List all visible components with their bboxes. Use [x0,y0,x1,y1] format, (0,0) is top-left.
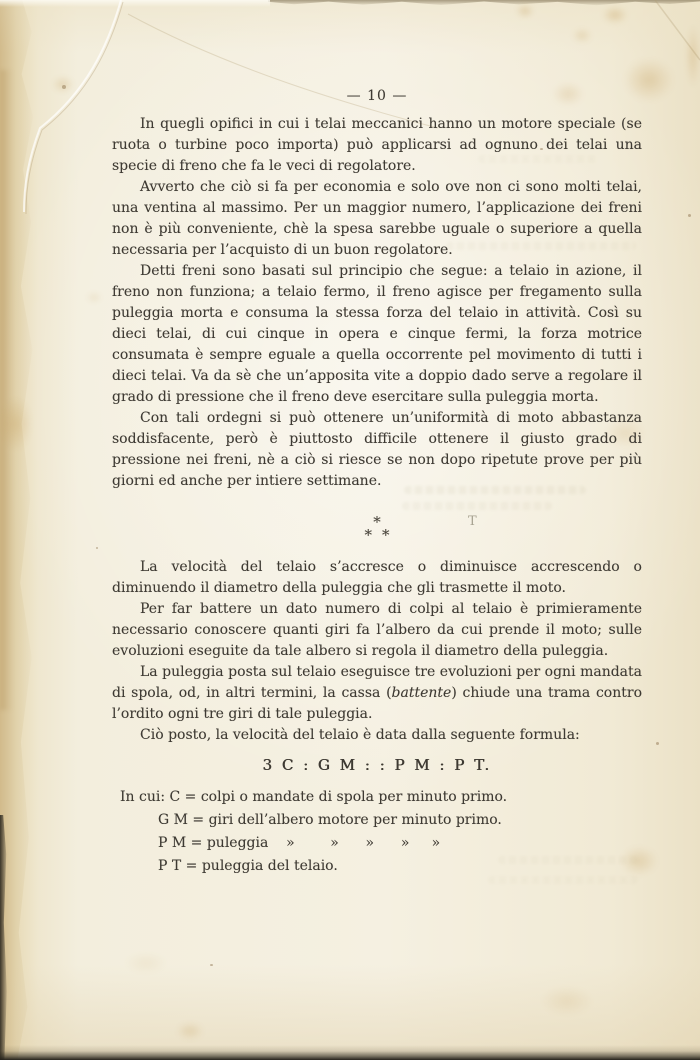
asterisk-row [112,526,642,544]
paragraph-7-pre: La puleggia posta sul telaio eseguisce tre evoluzioni per ogni mandata di spola, od, in altri termini, la cassa ( [112,664,642,701]
speck [688,214,691,217]
stain [572,28,592,43]
showthrough-letter: T [468,514,477,529]
speck [656,742,659,745]
section-separator [112,513,642,544]
paragraph-8: Ciò posto, la velocità del telaio è data dalla seguente formula: [140,727,580,743]
speck [210,964,213,966]
speck [62,85,66,89]
stain [176,1022,204,1040]
page-number: — 10 — [346,88,408,104]
paragraph-4: Con tali ordegni si può ottenere un’uniformità di moto abbastanza soddisfacente, però è piuttosto difficile ottenere il giusto grado di pressione nei freni, nè a ciò si riesce se non dopo ripetute prove per più giorni ed anche per intiere settimane. [112,410,642,489]
stain [86,292,102,303]
asterisk-icon: * [382,526,400,544]
paragraph-6: Per far battere un dato numero di colpi al telaio è primieramente necessario conoscere quanti giri fa l’albero da cui prende il moto; sulle evoluzioni eseguite da tale albero si regola il diametro della puleggia. [112,601,642,659]
symbol-definitions [112,786,642,878]
stain [686,24,700,88]
paragraph-3: Detti freni sono basati sul principio che segue: a telaio in azione, il freno non funziona; a telaio fermo, il freno agisce per fregamento sulla puleggia morta e consuma la stessa forza del telaio in attività. Così su dieci telai, di cui cinque in opera e cinque fermi, la forza motrice consumata è sempre eguale a quella occorrente pel movimento di tutti i dieci telai. Va da sè che un’apposita vite a doppio dado serve a regolare il grado di pressione che il freno deve esercitare sulla puleggia morta. [112,263,642,405]
page-content [112,86,642,878]
stain [0,396,32,452]
stain [602,6,628,24]
speck [96,547,98,549]
stain [540,986,594,1016]
paragraph-2: Avverto che ciò si fa per economia e solo ove non ci sono molti telai, una ventina al massimo. Per un maggior numero, l’applicazione dei freni non è più conveniente, chè la spesa sarebbe uguale o superiore a quella necessaria per l’acquisto di un buon regolatore. [112,179,642,258]
asterisk-icon: * [373,513,381,531]
paragraph-7-post: ) chiude una trama contro l’ordito ogni tre giri di tale puleggia. [112,685,642,722]
stain [516,4,534,18]
asterisk-icon: * [364,526,382,544]
paragraph-5: La velocità del telaio s’accresce o diminuisce accrescendo o diminuendo il diametro della puleggia che gli trasmette il moto. [112,559,642,596]
definition-c: In cui: C = colpi o mandate di spola per minuto primo. [120,789,508,805]
paragraph-1: In quegli opifici in cui i telai meccanici hanno un motore speciale (se ruota o turbine poco importa) può applicarsi ad ognuno dei telai una specie di freno che fa le veci di regolatore. [112,116,642,174]
definition-pm: P M = puleggia » » » » » [158,835,441,851]
stain [124,952,168,974]
definition-pt: P T = puleggia del telaio. [158,858,338,874]
proportion-formula: 3 C : G M : : P M : P T. [262,756,492,774]
paragraph-7-italic: battente [391,685,452,701]
paragraph-7 [112,662,642,725]
definition-gm: G M = giri dell’albero motore per minuto primo. [158,812,502,828]
